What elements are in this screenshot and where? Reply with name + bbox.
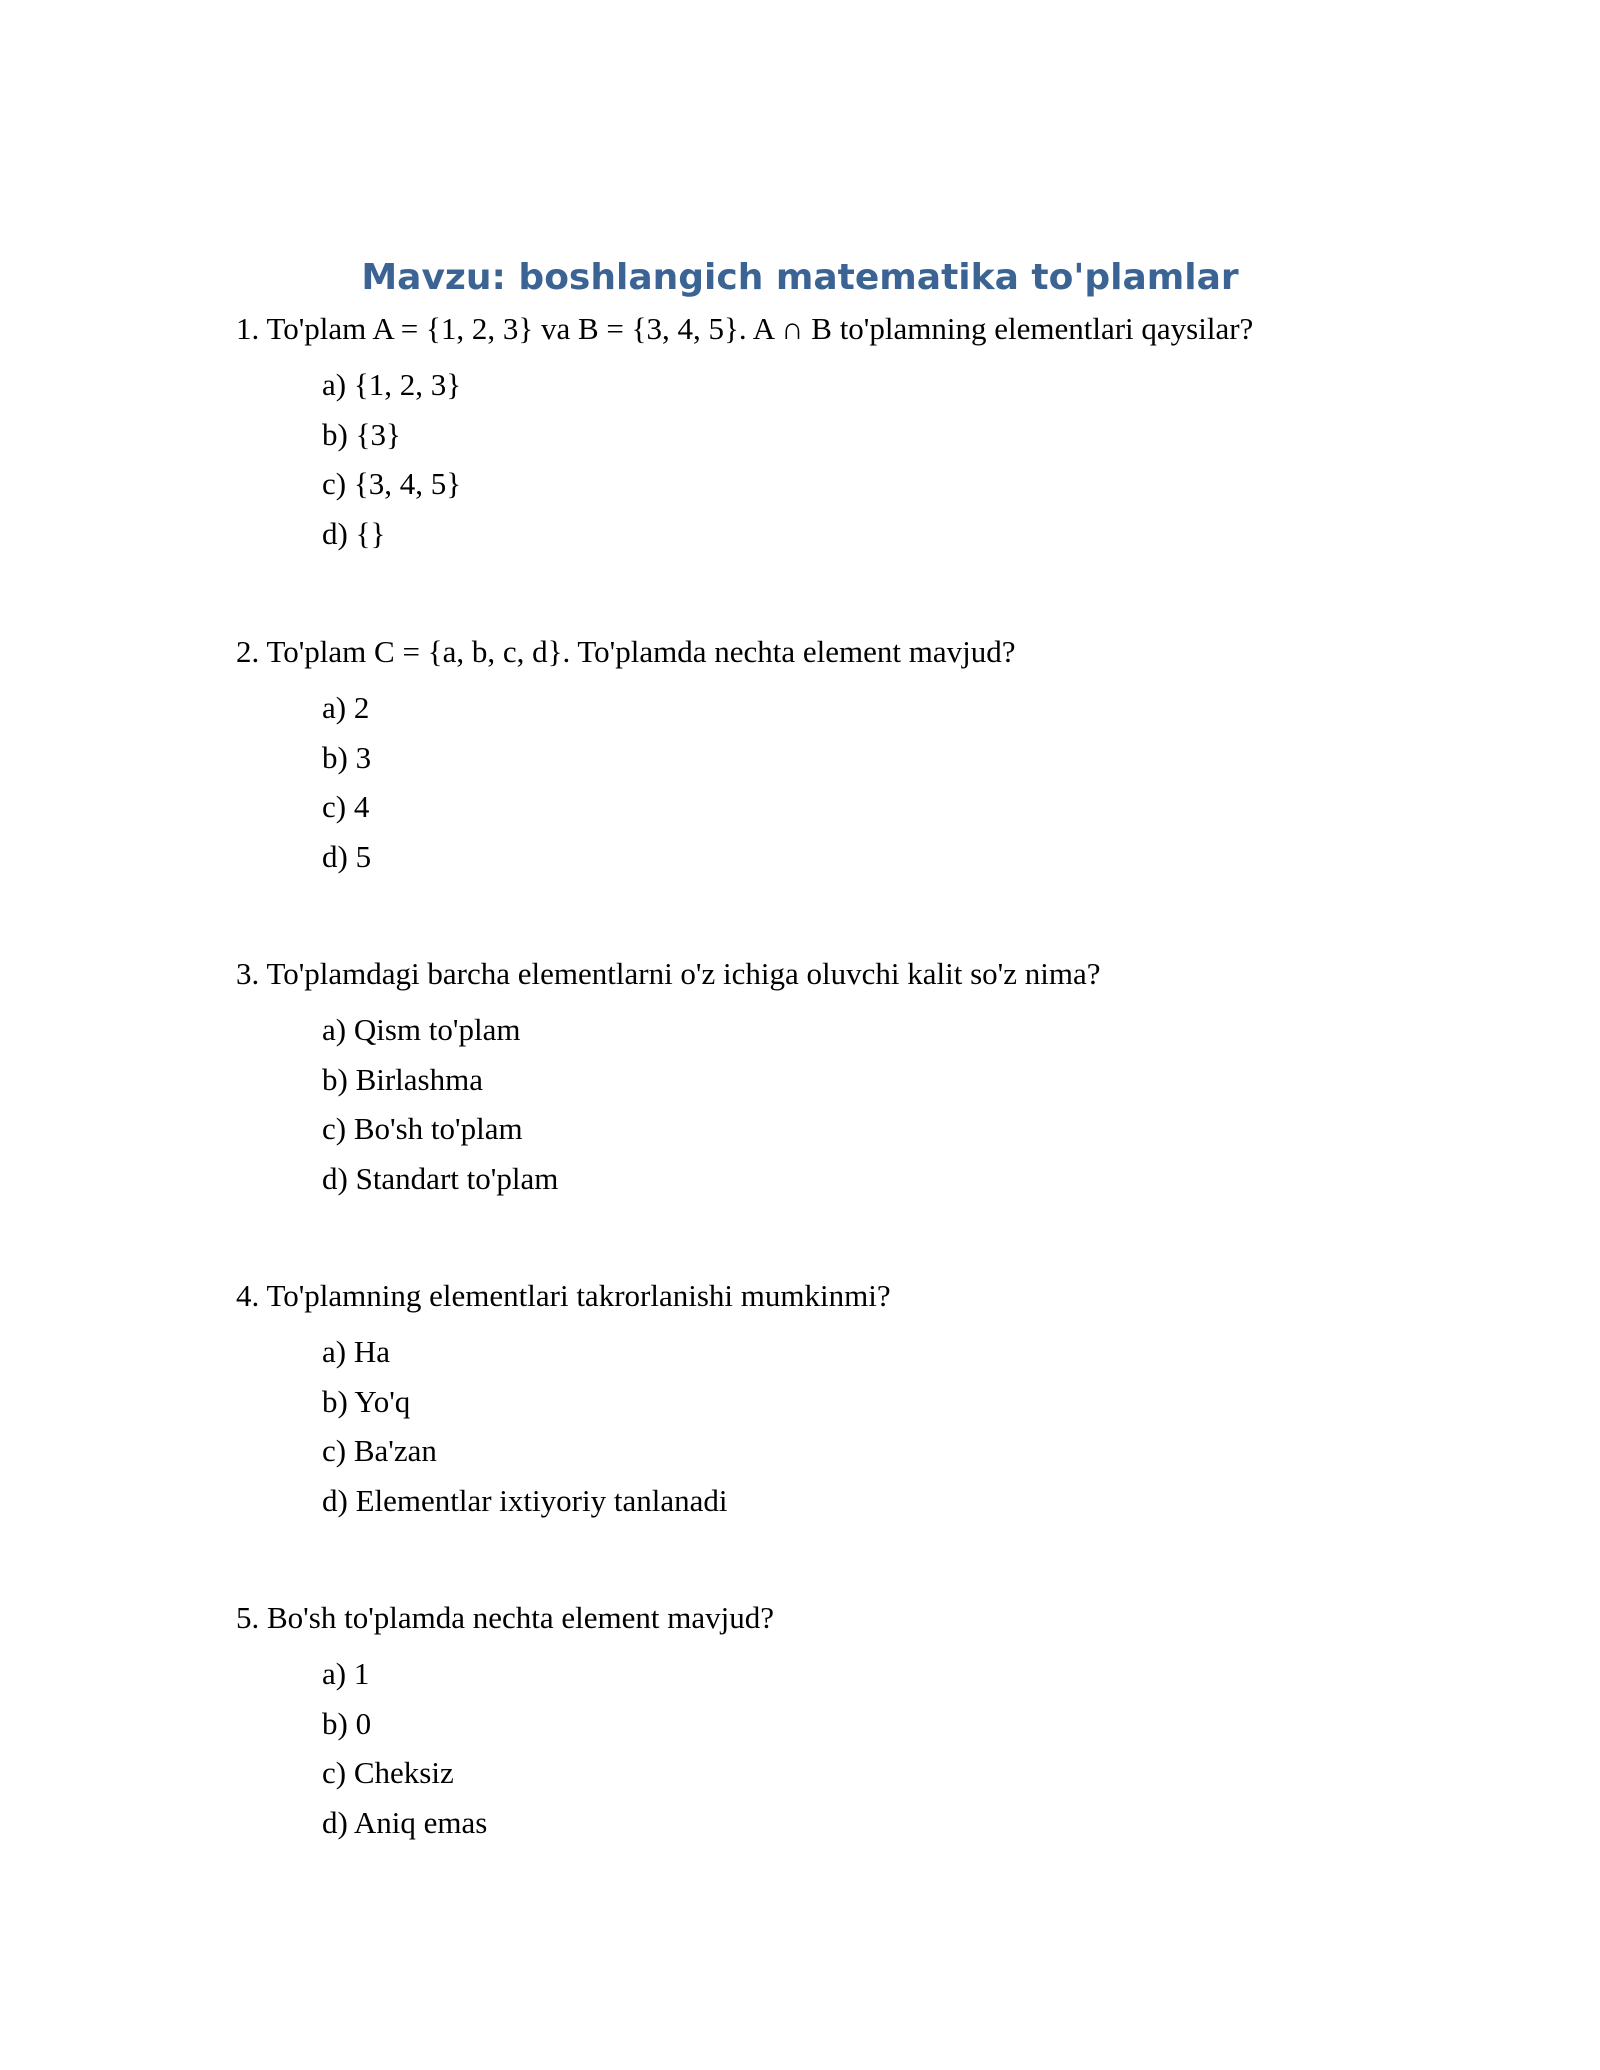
answer-option-b: b) 3	[322, 739, 372, 775]
answer-option-d: d) {}	[322, 515, 386, 551]
answer-option-b: b) {3}	[322, 416, 401, 452]
answer-option-b: b) Yo'q	[322, 1383, 411, 1419]
answer-option-d: d) Aniq emas	[322, 1804, 488, 1840]
answer-option-a: a) Qism to'plam	[322, 1012, 521, 1047]
answer-options	[322, 1010, 1536, 1199]
answer-option-a: a) 2	[322, 690, 370, 725]
question-text: 5. Bo'sh to'plamda nechta element mavjud?	[236, 1600, 775, 1635]
question-text: 4. To'plamning elementlari takrorlanishi mumkinmi?	[236, 1278, 891, 1313]
answer-option-a: a) 1	[322, 1656, 370, 1691]
answer-options	[322, 688, 1536, 877]
answer-option-a: a) Ha	[322, 1334, 390, 1369]
question-block-4	[236, 1276, 1536, 1530]
answer-option-c: c) Bo'sh to'plam	[322, 1111, 523, 1146]
document-title: Mavzu: boshlangich matematika to'plamlar	[361, 257, 1239, 298]
answer-option-c: c) Ba'zan	[322, 1433, 437, 1468]
answer-option-c: c) Cheksiz	[322, 1755, 454, 1790]
answer-option-a: a) {1, 2, 3}	[322, 367, 462, 402]
answer-option-c: c) 4	[322, 789, 370, 824]
question-block-2	[236, 632, 1536, 886]
answer-options	[322, 1654, 1536, 1843]
answer-option-b: b) Birlashma	[322, 1061, 483, 1097]
question-block-5	[236, 1598, 1536, 1852]
answer-options	[322, 365, 1536, 554]
answer-option-d: d) Elementlar ixtiyoriy tanlanadi	[322, 1482, 728, 1518]
answer-option-c: c) {3, 4, 5}	[322, 466, 462, 501]
question-text: 1. To'plam A = {1, 2, 3} va B = {3, 4, 5}. A ∩ B to'plamning elementlari qaysilar?	[236, 311, 1254, 346]
question-block-3	[236, 954, 1536, 1208]
answer-options	[322, 1332, 1536, 1521]
answer-option-d: d) 5	[322, 838, 372, 874]
question-text: 2. To'plam C = {a, b, c, d}. To'plamda nechta element mavjud?	[236, 634, 1016, 669]
answer-option-d: d) Standart to'plam	[322, 1160, 559, 1196]
question-text: 3. To'plamdagi barcha elementlarni o'z ichiga oluvchi kalit so'z nima?	[236, 956, 1101, 991]
answer-option-b: b) 0	[322, 1705, 372, 1741]
question-block-1	[236, 309, 1536, 563]
